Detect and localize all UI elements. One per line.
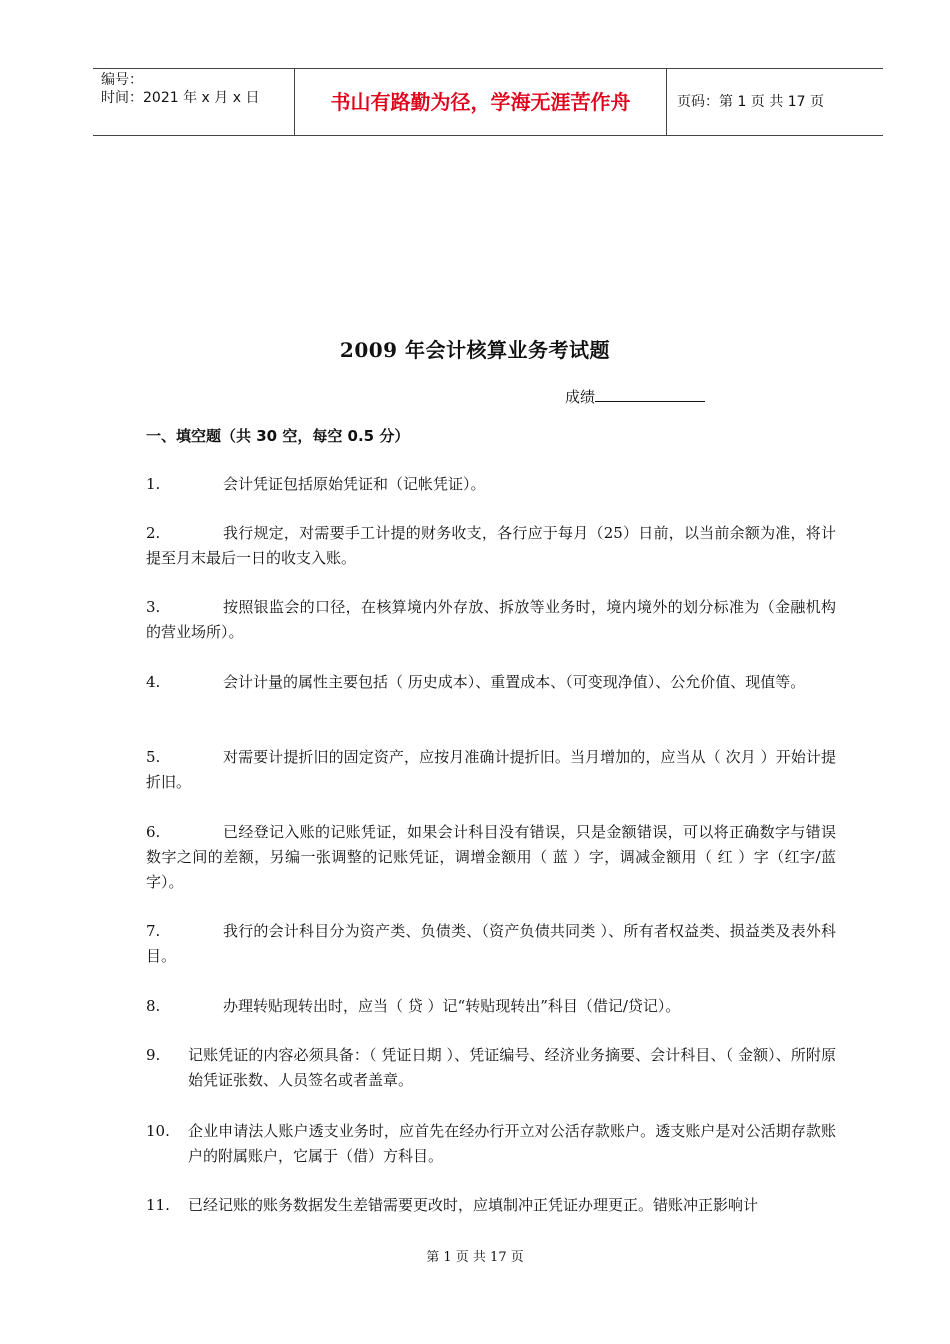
question-text: 我行规定，对需要手工计提的财务收支，各行应于每月（25）日前，以当前余额为准，将计提至月末最后一日的收支入账。 [146,524,836,567]
question-text: 已经登记入账的记账凭证，如果会计科目没有错误，只是金额错误，可以将正确数字与错误数字之间的差额，另编一张调整的记账凭证，调增金额用（ 蓝 ）字，调减金额用（ 红 ）字（红字/蓝字）。 [146,823,836,891]
question-item [146,472,836,497]
question-item [146,1043,836,1093]
score-field [565,386,705,407]
question-item [146,1193,836,1218]
question-text: 记账凭证的内容必须具备：（ 凭证日期 ）、凭证编号、经济业务摘要、会计科目、（ 金额）、所附原始凭证张数、人员签名或者盖章。 [188,1046,836,1089]
page-footer: 第 1 页 共 17 页 [426,1250,524,1265]
question-number: 5. [146,748,161,766]
question-number: 1. [146,475,161,493]
question-text: 按照银监会的口径，在核算境内外存放、拆放等业务时，境内境外的划分标准为（金融机构的营业场所）。 [146,598,836,641]
question-item [146,521,836,571]
question-text: 会计计量的属性主要包括（ 历史成本）、重置成本、（可变现净值）、公允价值、现值等。 [223,673,806,691]
score-blank-line [595,388,705,402]
question-text: 对需要计提折旧的固定资产，应按月准确计提折旧。当月增加的，应当从（ 次月 ）开始计提折旧。 [146,748,836,791]
question-number: 2. [146,524,161,542]
question-item [146,670,836,695]
header-table [93,68,883,136]
header-meta-cell [93,69,295,136]
score-label: 成绩 [565,388,596,406]
question-text: 企业申请法人账户透支业务时，应首先在经办行开立对公活存款账户。透支账户是对公活期存款账户的附属账户，它属于（借）方科目。 [188,1122,836,1165]
question-text: 我行的会计科目分为资产类、负债类、（资产负债共同类 ）、所有者权益类、损益类及表外科目。 [146,922,836,965]
question-text: 已经记账的账务数据发生差错需要更改时，应填制冲正凭证办理更正。错账冲正影响计 [188,1196,759,1214]
question-item [146,919,836,969]
question-number: 6. [146,823,161,841]
time-label: 时间：2021 年 x 月 x 日 [101,90,260,106]
question-number: 8. [146,997,161,1015]
question-number: 10. [146,1122,170,1140]
question-item [146,994,836,1019]
question-number: 9. [146,1046,161,1064]
header-motto: 书山有路勤为径，学海无涯苦作舟 [295,69,667,136]
question-number: 7. [146,922,161,940]
question-text: 办理转贴现转出时，应当（ 贷 ）记“转贴现转出”科目（借记/贷记）。 [223,997,681,1015]
question-number: 3. [146,598,161,616]
number-label: 编号： [101,72,143,88]
question-item [146,745,836,795]
question-item [146,820,836,895]
question-item [146,595,836,645]
document-title: 2009 年会计核算业务考试题 [339,338,611,362]
question-item [146,1119,836,1169]
header-page-info: 页码：第 1 页 共 17 页 [677,94,824,110]
question-text: 会计凭证包括原始凭证和（记帐凭证）。 [223,475,486,493]
question-number: 4. [146,673,161,691]
section-heading: 一、填空题（共 30 空，每空 0.5 分） [146,427,410,445]
question-number: 11. [146,1196,170,1214]
